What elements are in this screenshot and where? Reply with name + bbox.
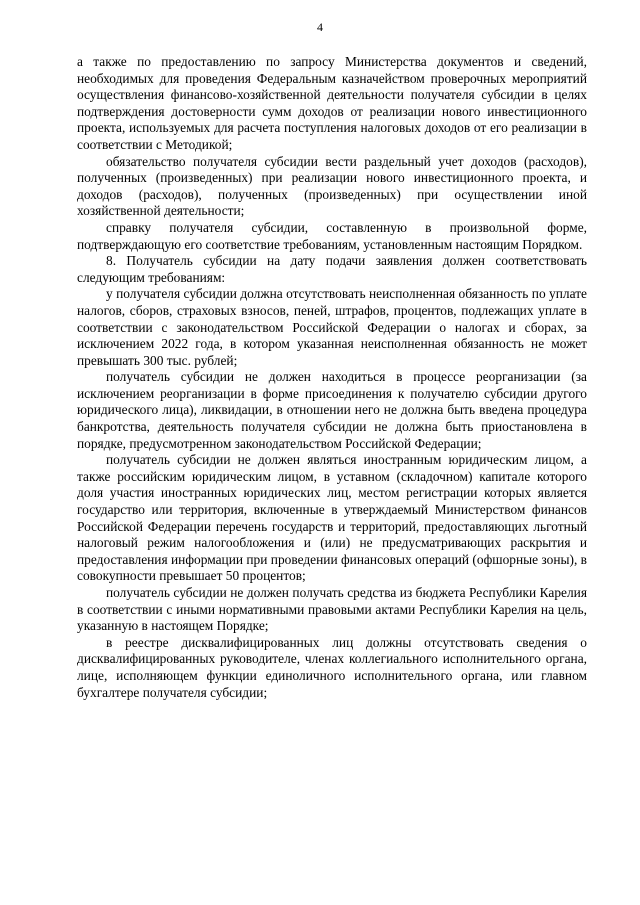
paragraph-other-budget-funds: получатель субсидии не должен получать средства из бюджета Республики Карелия в соответствии с иными нормативными правовыми актами Республики Карелия на цель, указанную в настоящем Порядке; [77,585,587,634]
paragraph-compliance-certificate: справку получателя субсидии, составленную в произвольной форме, подтверждающую его соответствие требованиям, установленным настоящим Порядком. [77,219,587,252]
paragraph-foreign-entity: получатель субсидии не должен являться иностранным юридическим лицом, а также российским юридическим лицом, в уставном (складочном) капитале которого доля участия иностранных юридических лиц, местом регистрации которых является государство или территория, включенные в утверждаемый Министерством финансов Российской Федерации перечень государств и территорий, предоставляющих льготный налоговый режим налогообложения и (или) не предусматривающих раскрытия и предоставления информации при проведении финансовых операций (офшорные зоны), в совокупности превышает 50 процентов; [77,452,587,584]
paragraph-clause-8: 8. Получатель субсидии на дату подачи заявления должен соответствовать следующим требованиям: [77,253,587,285]
paragraph-disqualified-persons: в реестре дисквалифицированных лиц должны отсутствовать сведения о дисквалифицированных руководителе, членах коллегиального исполнительного органа, лице, исполняющем функции единоличного исполнительного органа, или главном бухгалтере получателя субсидии; [77,634,587,700]
paragraph-tax-arrears: у получателя субсидии должна отсутствовать неисполненная обязанность по уплате налогов, сборов, страховых взносов, пеней, штрафов, процентов, подлежащих уплате в соответствии с законодательством Российской Федерации о налогах и сборах, за исключением 2022 года, в котором указанная неисполненная обязанность не может превышать 300 тыс. рублей; [77,286,587,368]
paragraph-reorganization: получатель субсидии не должен находиться в процессе реорганизации (за исключением реорганизации в форме присоединения к получателю субсидии другого юридического лица), ликвидации, в отношении него не должна быть введена процедура банкротства, деятельность получателя субсидии не должна быть приостановлена в порядке, предусмотренном законодательством Российской Федерации; [77,369,587,451]
document-body [77,54,587,701]
paragraph-separate-accounting: обязательство получателя субсидии вести раздельный учет доходов (расходов), полученных (произведенных) при реализации нового инвестиционного проекта, и доходов (расходов), полученных (произведенных) при осуществлении иной хозяйственной деятельности; [77,153,587,219]
paragraph-continuation: а также по предоставлению по запросу Министерства документов и сведений, необходимых для проведения Федеральным казначейством проверочных мероприятий осуществления финансово-хозяйственной деятельности получателя субсидии в целях подтверждения достоверности сумм доходов от реализации нового инвестиционного проекта, используемых для расчета поступления налоговых доходов от его реализации в соответствии с Методикой; [77,54,587,152]
page-number: 4 [317,20,323,34]
